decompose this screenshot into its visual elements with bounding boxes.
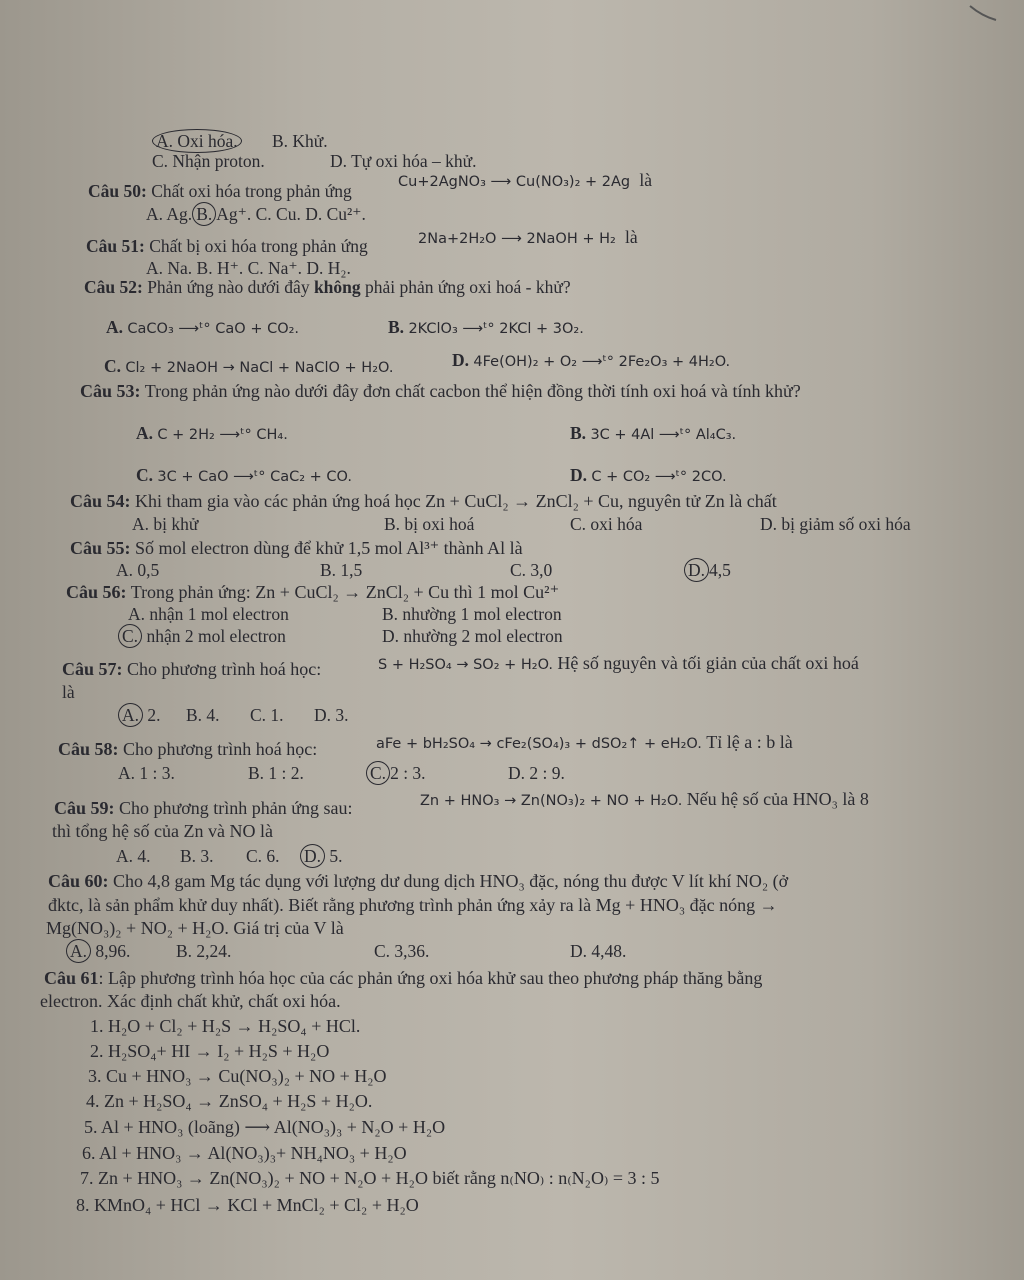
q61-item: 1. H₂O + Cl₂ + H₂S → H₂SO₄ + HCl. (90, 1016, 361, 1036)
q59-option-d: D. 5. (300, 845, 343, 867)
q56-question: Câu 56: Trong phản ứng: Zn + CuCl₂ → ZnCl₂ + Cu thì 1 mol Cu²⁺ (66, 582, 560, 602)
q61-item: 8. KMnO₄ + HCl → KCl + MnCl₂ + Cl₂ + H₂O (76, 1195, 419, 1215)
q61-item: 2. H₂SO₄+ HI → I₂ + H₂S + H₂O (90, 1041, 330, 1061)
q56-option-b: B. nhường 1 mol electron (382, 604, 562, 624)
q59-question-line2: thì tổng hệ số của Zn và NO là (52, 821, 273, 841)
q50-equation: Cu+2AgNO₃ ⟶ Cu(NO₃)₂ + 2Ag là (398, 170, 652, 190)
q58-equation: aFe + bH₂SO₄ → cFe₂(SO₄)₃ + dSO₂↑ + eH₂O. Tỉ lệ a : b là (376, 732, 793, 752)
q57-option-d: D. 3. (314, 705, 349, 725)
q52-option-a: A. CaCO₃ ⟶ᵗ° CaO + CO₂. (106, 317, 300, 337)
q60-question: Câu 60: Cho 4,8 gam Mg tác dụng với lượng dư dung dịch HNO₃ đặc, nóng thu được V lít khí NO₂ (ở (48, 871, 789, 891)
q61-item: 7. Zn + HNO₃ → Zn(NO₃)₂ + NO + N₂O + H₂O biết rằng n₍NO₎ : n₍N₂O₎ = 3 : 5 (80, 1168, 660, 1188)
q53-option-d: D. C + CO₂ ⟶ᵗ° 2CO. (570, 465, 727, 485)
q54-question: Câu 54: Khi tham gia vào các phản ứng hoá học Zn + CuCl₂ → ZnCl₂ + Cu, nguyên tử Zn là chất (70, 491, 777, 511)
q57-option-c: C. 1. (250, 705, 284, 725)
q58-option-c: C. 2 : 3. (366, 762, 426, 784)
q55-option-d: D. 4,5 (684, 559, 731, 581)
q53-option-a: A. C + 2H₂ ⟶ᵗ° CH₄. (136, 423, 288, 443)
q59-question: Câu 59: Cho phương trình phản ứng sau: (54, 798, 353, 818)
q55-question: Câu 55: Số mol electron dùng để khử 1,5 mol Al³⁺ thành Al là (70, 538, 523, 558)
q52-option-b: B. 2KClO₃ ⟶ᵗ° 2KCl + 3O₂. (388, 317, 584, 337)
q57-equation: S + H₂SO₄ → SO₂ + H₂O. Hệ số nguyên và tối giản của chất oxi hoá (378, 653, 859, 673)
q61-question: Câu 61: Lập phương trình hóa học của các phản ứng oxi hóa khử sau theo phương pháp thăng bằng (44, 968, 763, 988)
q53-option-c: C. 3C + CaO ⟶ᵗ° CaC₂ + CO. (136, 465, 352, 485)
q57-question: Câu 57: Cho phương trình hoá học: (62, 659, 322, 679)
q50-question: Câu 50: Chất oxi hóa trong phản ứng (88, 181, 352, 201)
q58-option-d: D. 2 : 9. (508, 763, 565, 783)
q54-option-c: C. oxi hóa (570, 514, 643, 534)
q54-option-a: A. bị khử (132, 514, 199, 534)
q51-equation: 2Na+2H₂O ⟶ 2NaOH + H₂ là (418, 227, 638, 247)
q60-option-d: D. 4,48. (570, 941, 627, 961)
q49-option-c: C. Nhận proton. (152, 151, 265, 171)
q61-question-line2: electron. Xác định chất khử, chất oxi hóa. (40, 991, 341, 1011)
paper-corner-mark (968, 2, 998, 24)
q60-option-a: A. 8,96. (66, 940, 130, 962)
q61-item: 6. Al + HNO₃ → Al(NO₃)₃+ NH₄NO₃ + H₂O (82, 1143, 407, 1163)
q60-option-c: C. 3,36. (374, 941, 430, 961)
q52-option-c: C. Cl₂ + 2NaOH → NaCl + NaClO + H₂O. (104, 356, 394, 376)
q59-equation: Zn + HNO₃ → Zn(NO₃)₂ + NO + H₂O. Nếu hệ số của HNO₃ là 8 (420, 789, 869, 809)
q49-option-a: A. Oxi hóa. (152, 130, 242, 152)
q52-question: Câu 52: Phản ứng nào dưới đây không phải phản ứng oxi hoá - khử? (84, 277, 571, 297)
q59-option-a: A. 4. (116, 846, 151, 866)
q61-item: 3. Cu + HNO₃ → Cu(NO₃)₂ + NO + H₂O (88, 1066, 387, 1086)
q55-option-a: A. 0,5 (116, 560, 160, 580)
q50-options: A. Ag. B. Ag⁺. C. Cu. D. Cu²⁺. (146, 204, 366, 224)
q58-question: Câu 58: Cho phương trình hoá học: (58, 739, 318, 759)
q58-option-b: B. 1 : 2. (248, 763, 304, 783)
q52-option-d: D. 4Fe(OH)₂ + O₂ ⟶ᵗ° 2Fe₂O₃ + 4H₂O. (452, 350, 731, 370)
q51-options: A. Na. B. H⁺. C. Na⁺. D. H₂. (146, 258, 351, 278)
q57-option-a: A. 2. (118, 704, 161, 726)
q55-option-b: B. 1,5 (320, 560, 363, 580)
q49-option-b: B. Khử. (272, 131, 328, 151)
q55-option-c: C. 3,0 (510, 560, 553, 580)
q49-option-d: D. Tự oxi hóa – khử. (330, 151, 477, 171)
q58-option-a: A. 1 : 3. (118, 763, 175, 783)
q56-option-d: D. nhường 2 mol electron (382, 626, 563, 646)
q59-option-b: B. 3. (180, 846, 214, 866)
q61-item: 4. Zn + H₂SO₄ → ZnSO₄ + H₂S + H₂O. (86, 1091, 373, 1111)
q61-item: 5. Al + HNO₃ (loãng) ⟶ Al(NO₃)₃ + N₂O + H₂O (84, 1117, 446, 1137)
q54-option-d: D. bị giảm số oxi hóa (760, 514, 911, 534)
q60-question-line2: đktc, là sản phẩm khử duy nhất). Biết rằng phương trình phản ứng xảy ra là Mg + HNO₃ đặc nóng → (48, 895, 778, 915)
q56-option-c: C. nhận 2 mol electron (118, 625, 286, 647)
q57-question-end: là (62, 682, 75, 702)
q54-option-b: B. bị oxi hoá (384, 514, 475, 534)
q51-question: Câu 51: Chất bị oxi hóa trong phản ứng (86, 236, 368, 256)
q53-question: Câu 53: Trong phản ứng nào dưới đây đơn chất cacbon thể hiện đồng thời tính oxi hoá và tính khử? (80, 381, 801, 401)
q60-question-line3: Mg(NO₃)₂ + NO₂ + H₂O. Giá trị của V là (46, 918, 344, 938)
q56-option-a: A. nhận 1 mol electron (128, 604, 289, 624)
q53-option-b: B. 3C + 4Al ⟶ᵗ° Al₄C₃. (570, 423, 737, 443)
q59-option-c: C. 6. (246, 846, 280, 866)
q57-option-b: B. 4. (186, 705, 220, 725)
q60-option-b: B. 2,24. (176, 941, 232, 961)
